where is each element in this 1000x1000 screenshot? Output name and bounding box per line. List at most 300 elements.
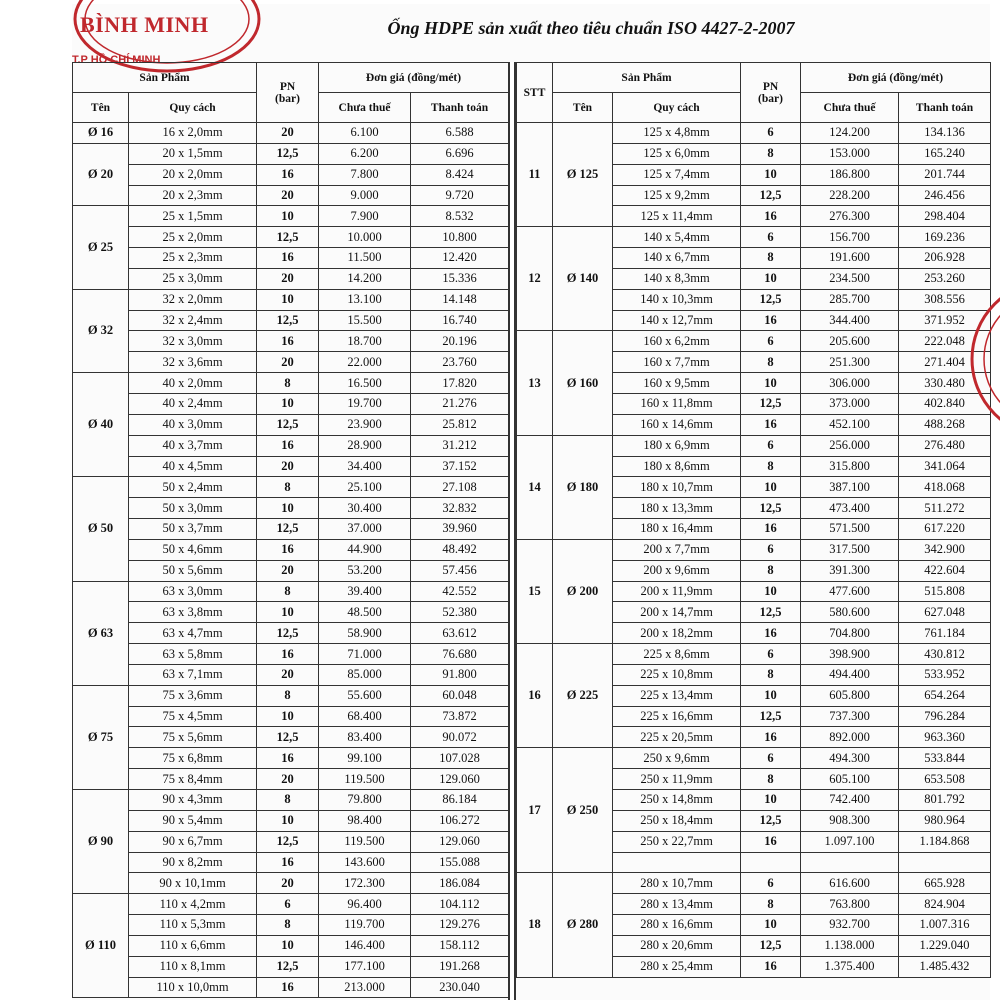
header-pn: PN (bar)	[741, 63, 801, 123]
payment-price: 617.220	[899, 519, 991, 540]
pre-tax-price: 616.600	[801, 873, 899, 894]
pn-cell: 16	[741, 727, 801, 748]
spec-cell: 200 x 11,9mm	[613, 581, 741, 602]
payment-price: 533.844	[899, 748, 991, 769]
stt-cell: 14	[517, 435, 553, 539]
pipe-diameter: Ø 40	[73, 373, 129, 477]
pn-cell: 8	[741, 456, 801, 477]
header-spec: Quy cách	[613, 93, 741, 123]
pn-cell: 16	[257, 852, 319, 873]
spec-cell: 280 x 16,6mm	[613, 915, 741, 936]
pre-tax-price: 79.800	[319, 790, 411, 811]
pn-cell: 12,5	[257, 727, 319, 748]
pn-cell: 8	[741, 560, 801, 581]
pipe-diameter: Ø 25	[73, 206, 129, 289]
payment-price: 1.229.040	[899, 935, 991, 956]
payment-price: 8.424	[411, 164, 509, 185]
payment-price: 23.760	[411, 352, 509, 373]
pn-cell: 20	[257, 185, 319, 206]
pn-cell: 8	[257, 685, 319, 706]
pn-cell: 12,5	[741, 498, 801, 519]
pn-cell: 6	[741, 873, 801, 894]
pn-cell: 10	[257, 206, 319, 227]
spec-cell: 63 x 3,8mm	[129, 602, 257, 623]
pre-tax-price: 1.138.000	[801, 935, 899, 956]
spec-cell: 125 x 7,4mm	[613, 164, 741, 185]
pre-tax-price: 6.200	[319, 143, 411, 164]
pn-cell: 12,5	[741, 706, 801, 727]
pre-tax-price: 276.300	[801, 206, 899, 227]
payment-price: 761.184	[899, 623, 991, 644]
spec-cell: 280 x 10,7mm	[613, 873, 741, 894]
pn-cell: 10	[741, 790, 801, 811]
pn-cell: 10	[257, 602, 319, 623]
payment-price: 73.872	[411, 706, 509, 727]
pipe-diameter: Ø 75	[73, 685, 129, 789]
pre-tax-price: 7.900	[319, 206, 411, 227]
spec-cell: 250 x 18,4mm	[613, 810, 741, 831]
pre-tax-price: 156.700	[801, 227, 899, 248]
pipe-diameter: Ø 280	[553, 873, 613, 977]
pre-tax-price: 763.800	[801, 894, 899, 915]
payment-price: 104.112	[411, 894, 509, 915]
payment-price: 222.048	[899, 331, 991, 352]
spec-cell: 63 x 7,1mm	[129, 664, 257, 685]
pn-cell: 8	[257, 915, 319, 936]
pre-tax-price: 18.700	[319, 331, 411, 352]
table-row	[73, 143, 509, 164]
pn-cell: 8	[741, 894, 801, 915]
pre-tax-price: 213.000	[319, 977, 411, 998]
spec-cell: 140 x 8,3mm	[613, 268, 741, 289]
pn-cell: 10	[741, 685, 801, 706]
pn-cell: 12,5	[257, 227, 319, 248]
spec-cell: 32 x 3,0mm	[129, 331, 257, 352]
pre-tax-price: 13.100	[319, 289, 411, 310]
table-row	[73, 227, 509, 248]
spec-cell: 75 x 4,5mm	[129, 706, 257, 727]
pn-cell: 16	[257, 435, 319, 456]
spec-cell: 200 x 7,7mm	[613, 539, 741, 560]
payment-price: 15.336	[411, 268, 509, 289]
table-row	[73, 164, 509, 185]
pre-tax-price: 119.500	[319, 831, 411, 852]
spec-cell: 75 x 5,6mm	[129, 727, 257, 748]
spec-cell: 225 x 13,4mm	[613, 685, 741, 706]
payment-price: 201.744	[899, 164, 991, 185]
table-row	[73, 935, 509, 956]
payment-price: 276.480	[899, 435, 991, 456]
table-row	[73, 664, 509, 685]
spec-cell: 180 x 6,9mm	[613, 435, 741, 456]
header-price: Đơn giá (đồng/mét)	[801, 63, 991, 93]
pn-cell: 12,5	[741, 185, 801, 206]
spec-cell: 40 x 3,0mm	[129, 414, 257, 435]
pn-cell: 12,5	[257, 519, 319, 540]
pre-tax-price: 373.000	[801, 393, 899, 414]
pre-tax-price: 391.300	[801, 560, 899, 581]
spec-cell: 63 x 5,8mm	[129, 644, 257, 665]
pn-cell: 10	[741, 164, 801, 185]
pre-tax-price: 143.600	[319, 852, 411, 873]
payment-price: 106.272	[411, 810, 509, 831]
table-row	[73, 852, 509, 873]
payment-price: 129.060	[411, 831, 509, 852]
spec-cell: 50 x 2,4mm	[129, 477, 257, 498]
payment-price: 6.588	[411, 123, 509, 144]
pn-cell: 6	[741, 644, 801, 665]
table-row	[73, 206, 509, 227]
pn-cell: 10	[257, 810, 319, 831]
header-pre-tax: Chưa thuế	[319, 93, 411, 123]
pre-tax-price: 25.100	[319, 477, 411, 498]
pn-cell: 12,5	[741, 602, 801, 623]
payment-price: 298.404	[899, 206, 991, 227]
table-row	[73, 602, 509, 623]
payment-price: 165.240	[899, 143, 991, 164]
pn-cell: 10	[741, 268, 801, 289]
spec-cell: 90 x 8,2mm	[129, 852, 257, 873]
pre-tax-price: 186.800	[801, 164, 899, 185]
payment-price: 824.904	[899, 894, 991, 915]
stt-cell: 17	[517, 748, 553, 873]
pn-cell: 8	[741, 248, 801, 269]
table-row	[517, 123, 991, 144]
pre-tax-price: 71.000	[319, 644, 411, 665]
pre-tax-price: 1.097.100	[801, 831, 899, 852]
spec-cell: 25 x 3,0mm	[129, 268, 257, 289]
pre-tax-price: 146.400	[319, 935, 411, 956]
pn-cell: 6	[741, 748, 801, 769]
pre-tax-price: 256.000	[801, 435, 899, 456]
pre-tax-price: 494.300	[801, 748, 899, 769]
pn-cell: 20	[257, 456, 319, 477]
pn-cell: 20	[257, 769, 319, 790]
payment-price: 76.680	[411, 644, 509, 665]
spec-cell: 25 x 2,3mm	[129, 248, 257, 269]
pn-cell: 8	[741, 664, 801, 685]
pn-cell: 12,5	[741, 393, 801, 414]
table-row	[517, 539, 991, 560]
pn-cell: 16	[741, 519, 801, 540]
pipe-diameter: Ø 125	[553, 123, 613, 227]
spec-cell	[613, 852, 741, 873]
spec-cell: 250 x 9,6mm	[613, 748, 741, 769]
pre-tax-price: 10.000	[319, 227, 411, 248]
spec-cell: 280 x 25,4mm	[613, 956, 741, 977]
pipe-diameter: Ø 63	[73, 581, 129, 685]
payment-price: 57.456	[411, 560, 509, 581]
payment-price: 980.964	[899, 810, 991, 831]
pn-cell: 20	[257, 873, 319, 894]
spec-cell: 140 x 12,7mm	[613, 310, 741, 331]
table-row	[73, 769, 509, 790]
table-row	[73, 477, 509, 498]
spec-cell: 50 x 5,6mm	[129, 560, 257, 581]
payment-price: 31.212	[411, 435, 509, 456]
spec-cell: 75 x 8,4mm	[129, 769, 257, 790]
payment-price: 52.380	[411, 602, 509, 623]
pre-tax-price: 11.500	[319, 248, 411, 269]
spec-cell: 16 x 2,0mm	[129, 123, 257, 144]
spec-cell: 110 x 10,0mm	[129, 977, 257, 998]
header-spec: Quy cách	[129, 93, 257, 123]
table-row	[73, 435, 509, 456]
pn-cell: 12,5	[741, 810, 801, 831]
stt-cell: 16	[517, 644, 553, 748]
payment-price: 1.184.868	[899, 831, 991, 852]
payment-price: 488.268	[899, 414, 991, 435]
pre-tax-price: 1.375.400	[801, 956, 899, 977]
payment-price: 6.696	[411, 143, 509, 164]
table-row	[73, 289, 509, 310]
pre-tax-price: 99.100	[319, 748, 411, 769]
payment-price: 342.900	[899, 539, 991, 560]
payment-price: 665.928	[899, 873, 991, 894]
pre-tax-price: 315.800	[801, 456, 899, 477]
payment-price: 963.360	[899, 727, 991, 748]
spec-cell: 200 x 9,6mm	[613, 560, 741, 581]
pipe-diameter: Ø 180	[553, 435, 613, 539]
spec-cell: 90 x 4,3mm	[129, 790, 257, 811]
table-row	[73, 310, 509, 331]
header-name: Tên	[73, 93, 129, 123]
header-stt: STT	[517, 63, 553, 123]
price-list-page	[72, 4, 990, 1000]
payment-price: 341.064	[899, 456, 991, 477]
table-row	[73, 519, 509, 540]
spec-cell: 110 x 6,6mm	[129, 935, 257, 956]
spec-cell: 160 x 11,8mm	[613, 393, 741, 414]
header-product: Sản Phẩm	[73, 63, 257, 93]
header-pn: PN (bar)	[257, 63, 319, 123]
pn-cell: 8	[257, 790, 319, 811]
payment-price: 129.060	[411, 769, 509, 790]
pre-tax-price: 494.400	[801, 664, 899, 685]
pre-tax-price: 228.200	[801, 185, 899, 206]
spec-cell: 225 x 16,6mm	[613, 706, 741, 727]
pn-cell: 12,5	[741, 289, 801, 310]
pre-tax-price: 124.200	[801, 123, 899, 144]
pn-cell: 12,5	[257, 623, 319, 644]
table-row	[73, 977, 509, 998]
table-row	[73, 685, 509, 706]
pre-tax-price: 14.200	[319, 268, 411, 289]
pre-tax-price: 7.800	[319, 164, 411, 185]
spec-cell: 32 x 2,4mm	[129, 310, 257, 331]
spec-cell: 50 x 3,7mm	[129, 519, 257, 540]
table-row	[73, 331, 509, 352]
pre-tax-price: 19.700	[319, 393, 411, 414]
payment-price: 191.268	[411, 956, 509, 977]
payment-price: 21.276	[411, 393, 509, 414]
payment-price: 206.928	[899, 248, 991, 269]
spec-cell: 140 x 10,3mm	[613, 289, 741, 310]
pn-cell: 16	[257, 977, 319, 998]
header-pre-tax: Chưa thuế	[801, 93, 899, 123]
pre-tax-price: 580.600	[801, 602, 899, 623]
pre-tax-price: 98.400	[319, 810, 411, 831]
table-row	[73, 352, 509, 373]
payment-price: 271.404	[899, 352, 991, 373]
pipe-diameter: Ø 32	[73, 289, 129, 372]
pre-tax-price: 908.300	[801, 810, 899, 831]
pn-cell: 6	[741, 435, 801, 456]
pn-cell: 6	[741, 331, 801, 352]
header-product: Sản Phẩm	[553, 63, 741, 93]
spec-cell: 32 x 2,0mm	[129, 289, 257, 310]
pre-tax-price: 85.000	[319, 664, 411, 685]
pn-cell: 16	[257, 331, 319, 352]
pn-cell: 10	[257, 498, 319, 519]
payment-price: 654.264	[899, 685, 991, 706]
pn-cell: 20	[257, 664, 319, 685]
pre-tax-price: 191.600	[801, 248, 899, 269]
table-row	[73, 414, 509, 435]
table-row	[517, 227, 991, 248]
payment-price: 8.532	[411, 206, 509, 227]
pn-cell: 16	[257, 539, 319, 560]
spec-cell: 225 x 10,8mm	[613, 664, 741, 685]
spec-cell: 20 x 2,0mm	[129, 164, 257, 185]
pn-cell: 8	[741, 143, 801, 164]
table-row	[73, 581, 509, 602]
spec-cell: 280 x 20,6mm	[613, 935, 741, 956]
pn-cell: 20	[257, 123, 319, 144]
spec-cell: 250 x 11,9mm	[613, 769, 741, 790]
pn-cell: 12,5	[257, 831, 319, 852]
table-row	[73, 623, 509, 644]
pn-cell: 20	[257, 268, 319, 289]
payment-price: 37.152	[411, 456, 509, 477]
pre-tax-price: 473.400	[801, 498, 899, 519]
payment-price: 330.480	[899, 373, 991, 394]
table-row	[517, 331, 991, 352]
spec-cell: 40 x 4,5mm	[129, 456, 257, 477]
spec-cell: 40 x 3,7mm	[129, 435, 257, 456]
pre-tax-price: 55.600	[319, 685, 411, 706]
pre-tax-price: 177.100	[319, 956, 411, 977]
left-price-table	[72, 62, 509, 998]
stt-cell: 13	[517, 331, 553, 435]
payment-price	[899, 852, 991, 873]
pn-cell: 10	[741, 581, 801, 602]
table-row	[73, 498, 509, 519]
payment-price: 422.604	[899, 560, 991, 581]
pipe-diameter: Ø 50	[73, 477, 129, 581]
payment-price: 90.072	[411, 727, 509, 748]
spec-cell: 125 x 6,0mm	[613, 143, 741, 164]
header-payment: Thanh toán	[899, 93, 991, 123]
pn-cell: 16	[257, 248, 319, 269]
table-row	[517, 644, 991, 665]
pn-cell: 10	[257, 935, 319, 956]
pn-cell: 16	[741, 206, 801, 227]
pn-cell: 10	[257, 706, 319, 727]
pre-tax-price: 205.600	[801, 331, 899, 352]
pn-cell: 16	[257, 748, 319, 769]
pre-tax-price: 6.100	[319, 123, 411, 144]
pre-tax-price: 44.900	[319, 539, 411, 560]
spec-cell: 140 x 5,4mm	[613, 227, 741, 248]
pn-cell: 6	[741, 227, 801, 248]
pn-cell: 10	[741, 373, 801, 394]
table-row	[73, 539, 509, 560]
pn-cell: 6	[257, 894, 319, 915]
table-row	[73, 248, 509, 269]
spec-cell: 40 x 2,0mm	[129, 373, 257, 394]
pn-cell: 16	[741, 956, 801, 977]
pre-tax-price: 892.000	[801, 727, 899, 748]
payment-price: 801.792	[899, 790, 991, 811]
spec-cell: 125 x 9,2mm	[613, 185, 741, 206]
pre-tax-price: 605.100	[801, 769, 899, 790]
payment-price: 16.740	[411, 310, 509, 331]
spec-cell: 75 x 3,6mm	[129, 685, 257, 706]
spec-cell: 63 x 3,0mm	[129, 581, 257, 602]
pn-cell: 16	[257, 644, 319, 665]
pn-cell: 8	[741, 352, 801, 373]
spec-cell: 90 x 5,4mm	[129, 810, 257, 831]
table-row	[517, 748, 991, 769]
stt-cell: 18	[517, 873, 553, 977]
pre-tax-price: 37.000	[319, 519, 411, 540]
pn-cell: 10	[257, 393, 319, 414]
pre-tax-price: 737.300	[801, 706, 899, 727]
pn-cell: 16	[741, 414, 801, 435]
pre-tax-price: 477.600	[801, 581, 899, 602]
spec-cell: 180 x 13,3mm	[613, 498, 741, 519]
pn-cell: 16	[741, 623, 801, 644]
spec-cell: 180 x 16,4mm	[613, 519, 741, 540]
pre-tax-price: 285.700	[801, 289, 899, 310]
pre-tax-price: 605.800	[801, 685, 899, 706]
pn-cell	[741, 852, 801, 873]
pre-tax-price: 571.500	[801, 519, 899, 540]
pn-cell: 12,5	[257, 143, 319, 164]
pre-tax-price: 23.900	[319, 414, 411, 435]
pre-tax-price: 153.000	[801, 143, 899, 164]
pre-tax-price: 96.400	[319, 894, 411, 915]
payment-price: 129.276	[411, 915, 509, 936]
pipe-diameter: Ø 110	[73, 894, 129, 998]
payment-price: 9.720	[411, 185, 509, 206]
spec-cell: 160 x 14,6mm	[613, 414, 741, 435]
table-row	[73, 560, 509, 581]
payment-price: 371.952	[899, 310, 991, 331]
header-payment: Thanh toán	[411, 93, 509, 123]
spec-cell: 110 x 4,2mm	[129, 894, 257, 915]
pn-cell: 12,5	[257, 310, 319, 331]
payment-price: 1.007.316	[899, 915, 991, 936]
pre-tax-price: 16.500	[319, 373, 411, 394]
spec-cell: 200 x 18,2mm	[613, 623, 741, 644]
pn-cell: 8	[257, 581, 319, 602]
table-row	[73, 956, 509, 977]
pre-tax-price: 119.500	[319, 769, 411, 790]
pn-cell: 20	[257, 352, 319, 373]
spec-cell: 110 x 8,1mm	[129, 956, 257, 977]
spec-cell: 110 x 5,3mm	[129, 915, 257, 936]
spec-cell: 225 x 20,5mm	[613, 727, 741, 748]
spec-cell: 63 x 4,7mm	[129, 623, 257, 644]
pn-cell: 12,5	[741, 935, 801, 956]
spec-cell: 160 x 9,5mm	[613, 373, 741, 394]
table-row	[73, 373, 509, 394]
spec-cell: 90 x 10,1mm	[129, 873, 257, 894]
payment-price: 308.556	[899, 289, 991, 310]
pre-tax-price: 48.500	[319, 602, 411, 623]
